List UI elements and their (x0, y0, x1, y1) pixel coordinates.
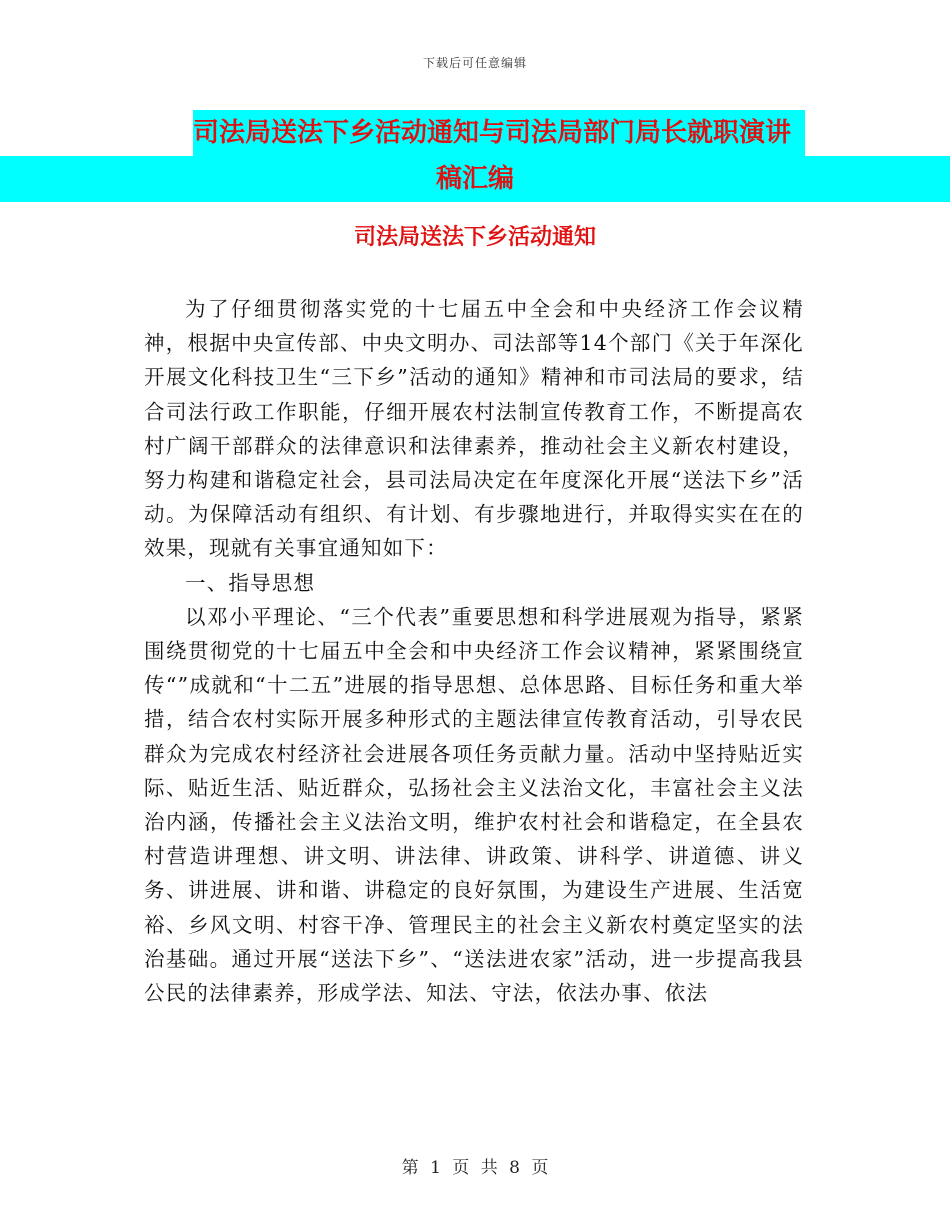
section-heading: 司法局送法下乡活动通知 (353, 224, 596, 250)
body-paragraph-intro: 为了仔细贯彻落实党的十七届五中全会和中央经济工作会议精神，根据中央宣传部、中央文明办、司法部等14个部门《关于年深化开展文化科技卫生“三下乡”活动的通知》精神和市司法局的要求，结合司法行政工作职能，仔细开展农村法制宣传教育工作，不断提高农村广阔干部群众的法律意识和法律素养，推动社会主义新农村建设，努力构建和谐稳定社会，县司法局决定在年度深化开展“送法下乡”活动。为保障活动有组织、有计划、有步骤地进行，并取得实实在在的效果，现就有关事宜通知如下： (144, 297, 804, 561)
document-title-line1: 司法局送法下乡活动通知与司法局部门局长就职演讲 (193, 118, 792, 148)
page-number: 第 1 页 共 8 页 (401, 1158, 549, 1178)
document-body (144, 292, 804, 1010)
document-title-line2: 稿汇编 (435, 164, 514, 194)
page-header-note: 下载后可任意编辑 (422, 56, 527, 70)
document-title (0, 110, 950, 202)
body-heading-guiding-thought: 一、指导思想 (185, 570, 316, 595)
body-paragraph-guiding-thought: 以邓小平理论、“三个代表”重要思想和科学进展观为指导，紧紧围绕贯彻党的十七届五中全会和中央经济工作会议精神，紧紧围绕宣传“”成就和“十二五”进展的指导思想、总体思路、目标任务和重大举措，结合农村实际开展多种形式的主题法律宣传教育活动，引导农民群众为完成农村经济社会进展各项任务贡献力量。活动中坚持贴近实际、贴近生活、贴近群众，弘扬社会主义法治文化，丰富社会主义法治内涵，传播社会主义法治文明，维护农村社会和谐稳定，在全县农村营造讲理想、讲文明、讲法律、讲政策、讲科学、讲道德、讲义务、讲进展、讲和谐、讲稳定的良好氛围，为建设生产进展、生活宽裕、乡风文明、村容干净、管理民主的社会主义新农村奠定坚实的法治基础。通过开展“送法下乡”、“送法进农家”活动，进一步提高我县公民的法律素养，形成学法、知法、守法，依法办事、依法 (144, 604, 804, 1006)
